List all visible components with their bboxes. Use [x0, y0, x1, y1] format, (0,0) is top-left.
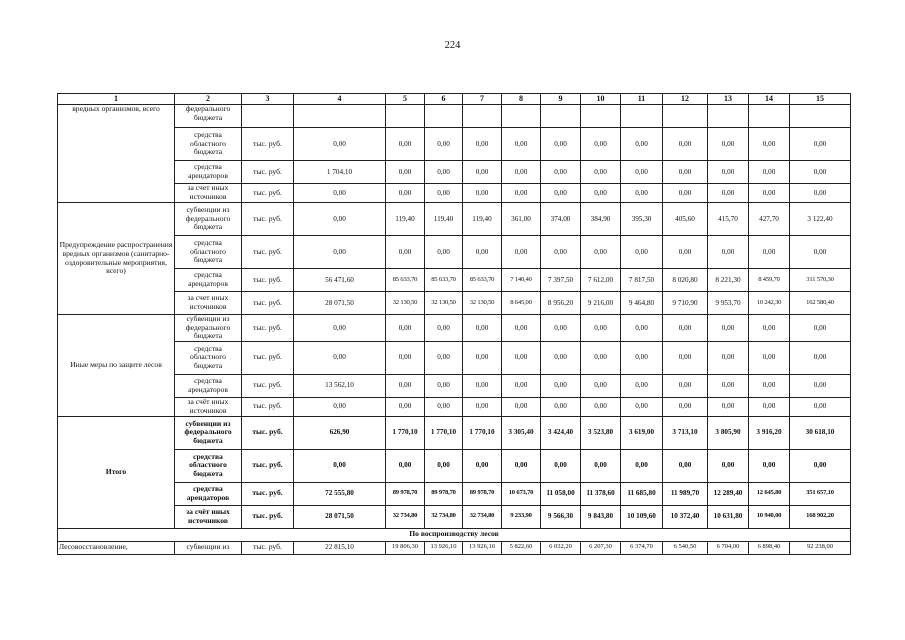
value-cell: 0,00 [581, 374, 621, 397]
measure-name-cell: Иные меры по защите лесов [58, 315, 175, 417]
value-cell: 3 713,10 [663, 416, 708, 449]
value-cell: 405,60 [663, 203, 708, 236]
value-cell: 119,40 [463, 203, 502, 236]
value-cell: 12 645,80 [749, 482, 790, 505]
value-cell [425, 105, 463, 128]
value-cell: 0,00 [708, 449, 749, 482]
value-cell: 0,00 [581, 449, 621, 482]
unit-cell: тыс. руб. [242, 416, 294, 449]
value-cell: 0,00 [425, 397, 463, 416]
value-cell: 0,00 [749, 315, 790, 342]
value-cell: 6 898,40 [749, 541, 790, 554]
value-cell: 0,00 [749, 341, 790, 374]
value-cell: 89 978,70 [463, 482, 502, 505]
value-cell: 0,00 [790, 341, 851, 374]
value-cell: 0,00 [502, 184, 541, 203]
value-cell: 0,00 [621, 374, 663, 397]
value-cell: 0,00 [749, 236, 790, 269]
value-cell: 3 523,80 [581, 416, 621, 449]
value-cell: 12 289,40 [708, 482, 749, 505]
value-cell [541, 105, 581, 128]
value-cell: 0,00 [386, 128, 425, 161]
value-cell: 168 902,20 [790, 505, 851, 528]
value-cell: 72 555,80 [294, 482, 386, 505]
funding-source-cell: средства арендаторов [175, 161, 242, 184]
value-cell: 0,00 [790, 184, 851, 203]
value-cell: 30 618,10 [790, 416, 851, 449]
value-cell: 1 770,10 [463, 416, 502, 449]
value-cell: 395,30 [621, 203, 663, 236]
value-cell: 0,00 [294, 449, 386, 482]
value-cell: 7 612,00 [581, 269, 621, 292]
table-row [58, 184, 851, 203]
funding-source-cell: субвенции из [175, 541, 242, 554]
value-cell: 0,00 [581, 128, 621, 161]
value-cell: 0,00 [463, 161, 502, 184]
value-cell: 0,00 [663, 397, 708, 416]
value-cell: 32 130,50 [425, 292, 463, 315]
value-cell: 0,00 [294, 203, 386, 236]
column-header: 9 [541, 94, 581, 105]
value-cell: 0,00 [541, 161, 581, 184]
value-cell: 9 464,80 [621, 292, 663, 315]
value-cell: 89 978,70 [386, 482, 425, 505]
value-cell: 0,00 [294, 184, 386, 203]
funding-source-cell: за счет иных источников [175, 184, 242, 203]
column-header: 11 [621, 94, 663, 105]
value-cell: 0,00 [294, 397, 386, 416]
column-header: 2 [175, 94, 242, 105]
value-cell: 0,00 [790, 128, 851, 161]
value-cell: 0,00 [463, 184, 502, 203]
funding-source-cell: средства областного бюджета [175, 449, 242, 482]
value-cell [294, 105, 386, 128]
value-cell: 3 305,40 [502, 416, 541, 449]
value-cell: 0,00 [621, 128, 663, 161]
funding-source-cell: средства областного бюджета [175, 236, 242, 269]
value-cell: 32 734,80 [463, 505, 502, 528]
value-cell: 0,00 [294, 315, 386, 342]
value-cell: 427,70 [749, 203, 790, 236]
unit-cell: тыс. руб. [242, 449, 294, 482]
value-cell: 0,00 [386, 397, 425, 416]
column-header: 15 [790, 94, 851, 105]
funding-source-cell: средства арендаторов [175, 482, 242, 505]
measure-name-cell: вредных организмов, всего [58, 105, 175, 203]
value-cell: 5 822,60 [502, 541, 541, 554]
value-cell: 11 058,00 [541, 482, 581, 505]
value-cell: 28 071,50 [294, 292, 386, 315]
value-cell: 0,00 [294, 128, 386, 161]
value-cell: 0,00 [294, 236, 386, 269]
value-cell: 0,00 [663, 315, 708, 342]
value-cell: 0,00 [581, 184, 621, 203]
value-cell [663, 105, 708, 128]
table-row [58, 203, 851, 236]
value-cell: 0,00 [502, 341, 541, 374]
value-cell: 32 734,80 [425, 505, 463, 528]
value-cell: 0,00 [502, 374, 541, 397]
value-cell: 0,00 [749, 161, 790, 184]
table-row [58, 105, 851, 128]
value-cell: 0,00 [463, 397, 502, 416]
value-cell: 0,00 [663, 449, 708, 482]
value-cell: 0,00 [663, 374, 708, 397]
table-row [58, 397, 851, 416]
value-cell: 0,00 [502, 315, 541, 342]
unit-cell: тыс. руб. [242, 341, 294, 374]
value-cell: 0,00 [425, 161, 463, 184]
value-cell: 0,00 [790, 315, 851, 342]
value-cell: 7 817,50 [621, 269, 663, 292]
value-cell: 361,00 [502, 203, 541, 236]
value-cell: 3 122,40 [790, 203, 851, 236]
value-cell: 32 734,80 [386, 505, 425, 528]
value-cell: 13 926,10 [463, 541, 502, 554]
value-cell: 11 378,60 [581, 482, 621, 505]
value-cell: 0,00 [541, 236, 581, 269]
unit-cell: тыс. руб. [242, 203, 294, 236]
unit-cell: тыс. руб. [242, 397, 294, 416]
value-cell: 0,00 [541, 184, 581, 203]
value-cell: 0,00 [463, 374, 502, 397]
value-cell: 0,00 [790, 374, 851, 397]
value-cell: 0,00 [541, 315, 581, 342]
value-cell: 311 570,30 [790, 269, 851, 292]
value-cell: 22 815,10 [294, 541, 386, 554]
value-cell: 0,00 [749, 374, 790, 397]
measure-name-cell: Итого [58, 416, 175, 528]
budget-table [57, 93, 851, 555]
value-cell: 8 956,20 [541, 292, 581, 315]
value-cell: 6 374,70 [621, 541, 663, 554]
value-cell: 0,00 [708, 374, 749, 397]
value-cell: 13 562,10 [294, 374, 386, 397]
value-cell: 92 238,00 [790, 541, 851, 554]
value-cell: 85 633,70 [386, 269, 425, 292]
table-row [58, 315, 851, 342]
value-cell: 7 397,50 [541, 269, 581, 292]
value-cell: 19 806,30 [386, 541, 425, 554]
value-cell: 0,00 [581, 397, 621, 416]
value-cell: 8 459,70 [749, 269, 790, 292]
value-cell: 8 020,80 [663, 269, 708, 292]
value-cell: 0,00 [708, 184, 749, 203]
funding-source-cell: средства областного бюджета [175, 128, 242, 161]
table-row [58, 449, 851, 482]
funding-source-cell: за счёт иных источников [175, 505, 242, 528]
column-header: 8 [502, 94, 541, 105]
unit-cell: тыс. руб. [242, 292, 294, 315]
unit-cell: тыс. руб. [242, 184, 294, 203]
table-row [58, 416, 851, 449]
value-cell: 3 805,90 [708, 416, 749, 449]
value-cell: 0,00 [386, 161, 425, 184]
value-cell: 0,00 [621, 449, 663, 482]
value-cell: 7 140,40 [502, 269, 541, 292]
value-cell: 0,00 [541, 128, 581, 161]
value-cell: 0,00 [581, 341, 621, 374]
value-cell: 28 071,50 [294, 505, 386, 528]
value-cell: 0,00 [502, 449, 541, 482]
funding-source-cell: федерального бюджета [175, 105, 242, 128]
value-cell: 89 978,70 [425, 482, 463, 505]
table-row [58, 374, 851, 397]
value-cell: 0,00 [541, 449, 581, 482]
value-cell [749, 105, 790, 128]
value-cell: 0,00 [790, 161, 851, 184]
value-cell [386, 105, 425, 128]
unit-cell: тыс. руб. [242, 315, 294, 342]
value-cell: 162 580,40 [790, 292, 851, 315]
unit-cell: тыс. руб. [242, 236, 294, 269]
value-cell: 10 673,70 [502, 482, 541, 505]
value-cell: 0,00 [621, 315, 663, 342]
value-cell: 0,00 [621, 161, 663, 184]
value-cell: 0,00 [749, 184, 790, 203]
value-cell: 0,00 [663, 236, 708, 269]
value-cell: 374,00 [541, 203, 581, 236]
value-cell [502, 105, 541, 128]
value-cell: 1 704,10 [294, 161, 386, 184]
value-cell: 0,00 [708, 128, 749, 161]
value-cell: 0,00 [790, 449, 851, 482]
value-cell: 0,00 [386, 184, 425, 203]
unit-cell [242, 105, 294, 128]
value-cell: 32 130,50 [463, 292, 502, 315]
value-cell: 0,00 [663, 128, 708, 161]
value-cell: 0,00 [463, 449, 502, 482]
value-cell: 0,00 [708, 161, 749, 184]
value-cell: 0,00 [463, 128, 502, 161]
value-cell: 0,00 [708, 236, 749, 269]
measure-name-cell: Лесовосстановление, [58, 541, 175, 554]
funding-source-cell: за счёт иных источников [175, 397, 242, 416]
value-cell: 119,40 [386, 203, 425, 236]
column-header: 5 [386, 94, 425, 105]
value-cell: 9 843,80 [581, 505, 621, 528]
column-header: 6 [425, 94, 463, 105]
value-cell: 0,00 [502, 236, 541, 269]
unit-cell: тыс. руб. [242, 505, 294, 528]
value-cell: 119,40 [425, 203, 463, 236]
value-cell: 3 424,40 [541, 416, 581, 449]
funding-source-cell: субвенции из федерального бюджета [175, 315, 242, 342]
column-header: 1 [58, 94, 175, 105]
value-cell: 13 926,10 [425, 541, 463, 554]
value-cell: 8 645,00 [502, 292, 541, 315]
column-header: 10 [581, 94, 621, 105]
table-row [58, 541, 851, 554]
value-cell: 0,00 [502, 397, 541, 416]
value-cell: 0,00 [386, 449, 425, 482]
value-cell: 0,00 [294, 341, 386, 374]
value-cell [708, 105, 749, 128]
value-cell: 0,00 [386, 315, 425, 342]
value-cell: 0,00 [541, 374, 581, 397]
value-cell: 3 619,00 [621, 416, 663, 449]
value-cell [463, 105, 502, 128]
column-header: 4 [294, 94, 386, 105]
value-cell [621, 105, 663, 128]
funding-source-cell: средства арендаторов [175, 269, 242, 292]
value-cell: 9 566,30 [541, 505, 581, 528]
value-cell: 0,00 [708, 397, 749, 416]
value-cell: 9 710,90 [663, 292, 708, 315]
value-cell: 11 989,70 [663, 482, 708, 505]
value-cell: 10 372,40 [663, 505, 708, 528]
table-row [58, 236, 851, 269]
column-header: 12 [663, 94, 708, 105]
unit-cell: тыс. руб. [242, 482, 294, 505]
value-cell: 0,00 [502, 161, 541, 184]
value-cell: 0,00 [425, 374, 463, 397]
value-cell: 10 242,30 [749, 292, 790, 315]
value-cell: 351 657,10 [790, 482, 851, 505]
value-cell: 9 953,70 [708, 292, 749, 315]
value-cell: 0,00 [425, 184, 463, 203]
value-cell: 0,00 [790, 397, 851, 416]
value-cell: 0,00 [425, 449, 463, 482]
value-cell: 0,00 [621, 397, 663, 416]
value-cell: 0,00 [663, 341, 708, 374]
table-row [58, 505, 851, 528]
funding-source-cell: за счет иных источников [175, 292, 242, 315]
value-cell: 0,00 [663, 161, 708, 184]
column-header: 14 [749, 94, 790, 105]
value-cell: 0,00 [386, 236, 425, 269]
value-cell: 0,00 [463, 341, 502, 374]
unit-cell: тыс. руб. [242, 128, 294, 161]
value-cell: 1 770,10 [425, 416, 463, 449]
value-cell: 10 940,00 [749, 505, 790, 528]
value-cell: 32 130,50 [386, 292, 425, 315]
table-row [58, 269, 851, 292]
value-cell: 0,00 [621, 236, 663, 269]
unit-cell: тыс. руб. [242, 269, 294, 292]
table-row [58, 128, 851, 161]
page-number: 224 [444, 40, 461, 51]
value-cell: 10 109,60 [621, 505, 663, 528]
value-cell: 6 032,20 [541, 541, 581, 554]
value-cell: 0,00 [621, 184, 663, 203]
table-row [58, 292, 851, 315]
value-cell: 0,00 [425, 315, 463, 342]
column-number-row [58, 94, 851, 105]
value-cell: 0,00 [386, 341, 425, 374]
unit-cell: тыс. руб. [242, 374, 294, 397]
section-title: По воспроизводству лесов [58, 528, 851, 541]
funding-source-cell: субвенции из федерального бюджета [175, 203, 242, 236]
value-cell: 6 540,50 [663, 541, 708, 554]
value-cell: 0,00 [708, 315, 749, 342]
value-cell: 10 631,80 [708, 505, 749, 528]
value-cell: 0,00 [425, 236, 463, 269]
value-cell: 0,00 [749, 397, 790, 416]
column-header: 7 [463, 94, 502, 105]
value-cell: 0,00 [581, 236, 621, 269]
column-header: 13 [708, 94, 749, 105]
value-cell: 11 685,80 [621, 482, 663, 505]
value-cell: 0,00 [749, 128, 790, 161]
column-header: 3 [242, 94, 294, 105]
value-cell: 0,00 [425, 128, 463, 161]
value-cell: 0,00 [425, 341, 463, 374]
value-cell: 0,00 [663, 184, 708, 203]
value-cell: 0,00 [749, 449, 790, 482]
section-header-row [58, 528, 851, 541]
value-cell: 0,00 [463, 236, 502, 269]
unit-cell: тыс. руб. [242, 161, 294, 184]
funding-source-cell: средства арендаторов [175, 374, 242, 397]
table-row [58, 341, 851, 374]
table-row [58, 482, 851, 505]
value-cell: 0,00 [581, 161, 621, 184]
value-cell [790, 105, 851, 128]
value-cell: 0,00 [386, 374, 425, 397]
value-cell: 56 471,60 [294, 269, 386, 292]
funding-source-cell: субвенции из федерального бюджета [175, 416, 242, 449]
value-cell: 8 221,30 [708, 269, 749, 292]
unit-cell: тыс. руб. [242, 541, 294, 554]
value-cell: 0,00 [581, 315, 621, 342]
funding-source-cell: средства областного бюджета [175, 341, 242, 374]
value-cell: 0,00 [541, 397, 581, 416]
value-cell: 9 216,00 [581, 292, 621, 315]
value-cell: 0,00 [790, 236, 851, 269]
table-row [58, 161, 851, 184]
value-cell: 85 633,70 [425, 269, 463, 292]
value-cell: 1 770,10 [386, 416, 425, 449]
value-cell: 0,00 [502, 128, 541, 161]
value-cell: 6 207,30 [581, 541, 621, 554]
measure-name-cell: Предупреждение распространения вредных организмов (санитарно-оздоровительные мероприятия, всего) [58, 203, 175, 315]
value-cell: 0,00 [541, 341, 581, 374]
value-cell: 6 704,00 [708, 541, 749, 554]
value-cell: 384,90 [581, 203, 621, 236]
value-cell: 9 233,90 [502, 505, 541, 528]
value-cell: 3 916,20 [749, 416, 790, 449]
value-cell: 0,00 [621, 341, 663, 374]
value-cell: 0,00 [463, 315, 502, 342]
value-cell [581, 105, 621, 128]
value-cell: 0,00 [708, 341, 749, 374]
value-cell: 85 633,70 [463, 269, 502, 292]
value-cell: 626,90 [294, 416, 386, 449]
value-cell: 415,70 [708, 203, 749, 236]
